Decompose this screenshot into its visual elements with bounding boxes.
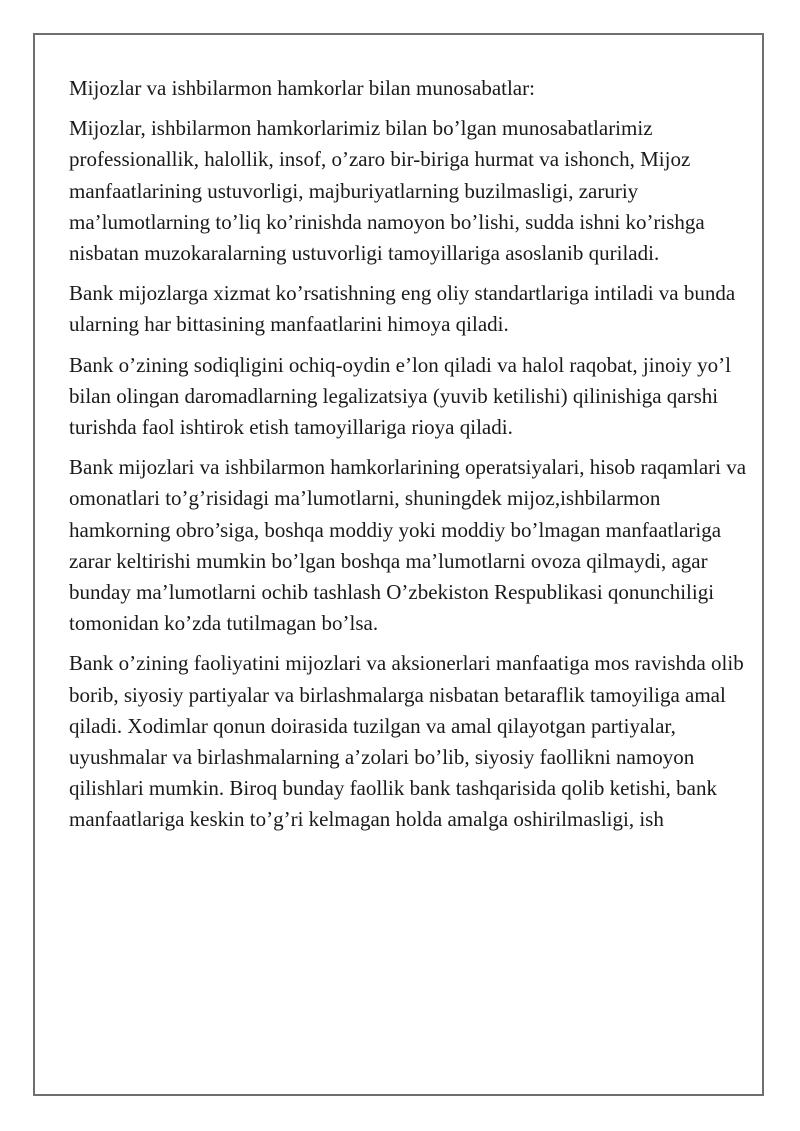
paragraph-client-relations: Mijozlar, ishbilarmon hamkorlarimiz bilan bo’lgan munosabatlarimiz professionallik, halollik, insof, o’zaro bir-biriga hurmat va ishonch, Mijoz manfaatlarining ustuvorligi, majburiyatlarning buzilmasligi, zaruriy ma’lumotlarning to’liq ko’rinishda namoyon bo’lishi, sudda ishni ko’rishga nisbatan muzokaralarning ustuvorligi tamoyillariga asoslanib quriladi. [69, 116, 705, 266]
document-page [33, 33, 764, 1096]
paragraph-service-standards: Bank mijozlarga xizmat ko’rsatishning eng oliy standartlariga intiladi va bunda ularning har bittasining manfaatlarini himoya qiladi. [69, 281, 736, 337]
paragraph-fair-competition: Bank o’zining sodiqligini ochiq-oydin e’lon qiladi va halol raqobat, jinoiy yo’l bilan olingan daromadlarning legalizatsiya (yuvib ketilishi) qilinishiga qarshi turishda faol ishtirok etish tamoyillariga rioya qiladi. [69, 352, 731, 440]
paragraph-political-neutrality: Bank o’zining faoliyatini mijozlari va aksionerlari manfaatiga mos ravishda olib borib, siyosiy partiyalar va birlashmalarga nisbatan betaraflik tamoyiliga amal qiladi. Xodimlar qonun doirasida tuzilgan va amal qilayotgan partiyalar, uyushmalar va birlashmalarning a’zolari bo’lib, siyosiy faollikni namoyon qilishlari mumkin. Biroq bunday faollik bank tashqarisida qolib ketishi, bank manfaatlariga keskin to’g’ri kelmagan holda amalga oshirilmasligi, ish [69, 651, 744, 832]
section-heading: Mijozlar va ishbilarmon hamkorlar bilan munosabatlar: [69, 76, 535, 100]
paragraph-confidentiality: Bank mijozlari va ishbilarmon hamkorlarining operatsiyalari, hisob raqamlari va omonatlari to’g’risidagi ma’lumotlarni, shuningdek mijoz,ishbilarmon hamkorning obro’siga, boshqa moddiy yoki moddiy bo’lmagan manfaatlariga zarar keltirishi mumkin bo’lgan boshqa ma’lumotlarni ovoza qilmaydi, agar bunday ma’lumotlarni ochib tashlash O’zbekiston Respublikasi qonunchiligi tomonidan ko’zda tutilmagan bo’lsa. [69, 455, 747, 636]
document-body [69, 73, 749, 845]
